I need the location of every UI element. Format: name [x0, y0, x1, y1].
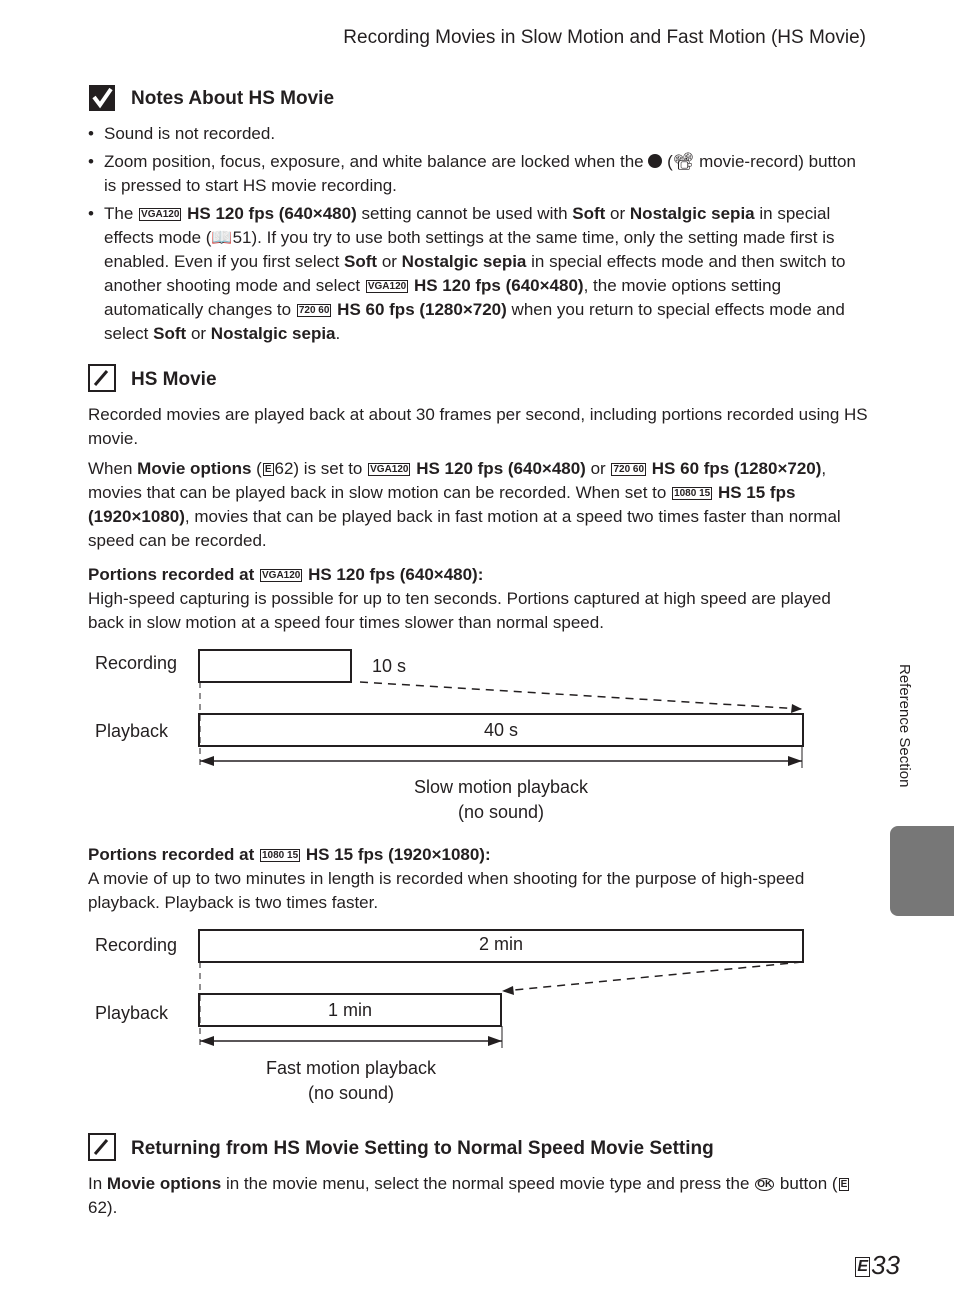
notes-body	[88, 122, 868, 346]
return-title: Returning from HS Movie Setting to Normal Speed Movie Setting	[131, 1138, 714, 1159]
d1-arrows	[190, 676, 820, 776]
vga120-icon: VGA120	[262, 570, 301, 582]
hs-para-1: Recorded movies are played back at about 30 frames per second, including portions recorded using HS movie.	[88, 405, 868, 448]
return-text: In Movie options in the movie menu, select the normal speed movie type and press the OK button ( E62).	[88, 1174, 848, 1217]
side-section-label: Reference Section	[896, 664, 913, 788]
page-header: Recording Movies in Slow Motion and Fast Motion (HS Movie)	[343, 27, 866, 48]
vga120-icon: VGA120	[370, 464, 409, 476]
d2-record-bar: 2 min	[198, 929, 804, 963]
d2-playback-label: Playback	[95, 1003, 169, 1023]
d1-recording-label: Recording	[95, 653, 178, 673]
bullet-2: • Zoom position, focus, exposure, and white balance are locked when the (📽 movie-record) button is pressed to start HS movie recording.	[88, 150, 868, 198]
book-icon: 📖	[211, 228, 233, 247]
hs-title: HS Movie	[131, 369, 217, 390]
vga120-icon: VGA120	[141, 209, 180, 221]
d2-caption: Fast motion playback (no sound)	[265, 1058, 437, 1103]
vga120-icon: VGA120	[367, 281, 407, 293]
b2-text-a: Zoom position, focus, exposure, and white balance are locked when the	[104, 152, 644, 171]
b2-text-b: movie-record) button is pressed to start HS movie recording.	[104, 152, 856, 195]
d2-playback-bar: 1 min	[198, 993, 502, 1027]
d2-recording-label: Recording	[95, 935, 178, 955]
section1-title: Portions recorded at VGA120 HS 120 fps (640×480):	[88, 565, 484, 584]
page-number: E 33	[857, 1250, 900, 1280]
d1-playback-bar: 40 s	[198, 713, 804, 747]
check-icon	[88, 84, 116, 112]
hd720-60-icon: 720 60	[613, 464, 645, 476]
d1-playback-label: Playback	[95, 721, 169, 741]
ref-icon: E	[840, 1179, 848, 1191]
ref-icon: E	[857, 1258, 869, 1276]
section2-title: Portions recorded at 1080 15 HS 15 fps (1920×1080):	[88, 845, 491, 864]
d1-record-value: 10 s	[372, 656, 407, 676]
bullet-1: • Sound is not recorded.	[88, 122, 868, 146]
section-tab	[890, 826, 954, 916]
hd720-60-icon: 720 60	[298, 305, 330, 317]
movie-icon: 📽	[672, 152, 695, 171]
hs-para-2: When Movie options ( E 62) is set to VGA120 HS 120 fps (640×480) or 720 60 HS 60 fps (1280×720), movies that can be played back in slow motion can be recorded. When set to 1080 15 HS 15 fps (1920×1080), movies that can be played back in fast motion at a speed two times faster than normal speed can be recorded.	[88, 459, 841, 550]
record-button-icon	[648, 154, 662, 168]
ref-icon: E	[264, 464, 272, 476]
section2	[88, 843, 868, 915]
d2-arrows	[190, 956, 820, 1056]
hs-body	[88, 403, 868, 635]
ok-button-icon: OK	[757, 1179, 773, 1191]
d1-caption: Slow motion playback (no sound)	[413, 777, 589, 822]
hd1080-15-icon: 1080 15	[262, 850, 299, 862]
section1-text: High-speed capturing is possible for up to ten seconds. Portions captured at high speed are played back in slow motion at a speed four times slower than normal speed.	[88, 589, 831, 632]
notes-title: Notes About HS Movie	[131, 88, 335, 109]
pencil-icon	[88, 1133, 116, 1161]
hd1080-15-icon: 1080 15	[674, 488, 711, 500]
bullet-3: • The VGA120 HS 120 fps (640×480) setting cannot be used with Soft or Nostalgic sepia in special effects mode (📖51). If you try to use both settings at the same time, only the setting made first is enabled. Even if you first select Soft or Nostalgic sepia in special effects mode and then switch to another shooting mode and select VGA120 HS 120 fps (640×480), the movie options setting automatically changes to 720 60 HS 60 fps (1280×720) when you return to special effects mode and select Soft or Nostalgic sepia.	[88, 202, 868, 346]
pencil-icon	[88, 364, 116, 392]
section2-text: A movie of up to two minutes in length is recorded when shooting for the purpose of high-speed playback. Playback is two times faster.	[88, 869, 805, 912]
